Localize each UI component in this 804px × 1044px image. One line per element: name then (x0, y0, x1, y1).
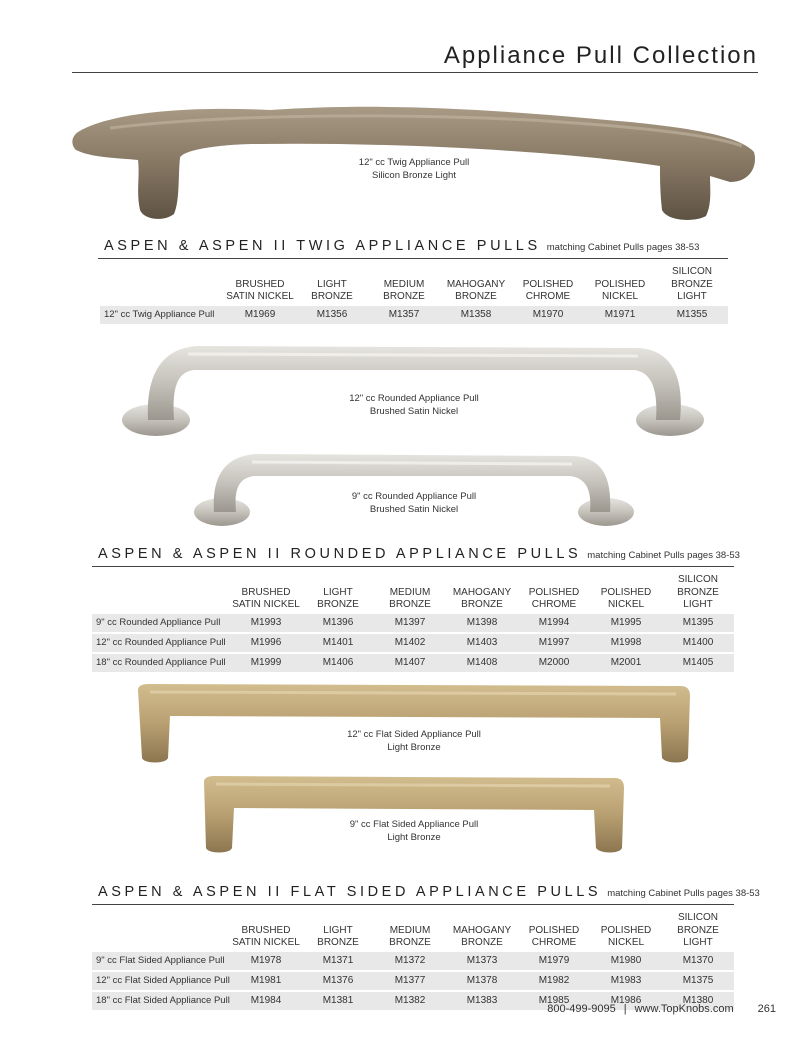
sku-cell: M1994 (518, 614, 590, 632)
sku-cell: M1398 (446, 614, 518, 632)
flat-9-pull-image (202, 776, 626, 856)
sku-cell: M1357 (368, 306, 440, 324)
sku-cell: M1372 (374, 952, 446, 970)
rounded-spec-table (92, 574, 734, 672)
column-header: MAHOGANY BRONZE (446, 278, 506, 302)
section-heading: ASPEN & ASPEN II FLAT SIDED APPLIANCE PULLS matching Cabinet Pulls pages 38-53 (98, 884, 760, 900)
title-rule (72, 72, 758, 73)
sku-cell: M1408 (446, 654, 518, 672)
sku-cell: M1981 (230, 972, 302, 990)
column-header: MEDIUM BRONZE (389, 924, 431, 948)
table-row (100, 306, 728, 324)
column-header: MAHOGANY BRONZE (452, 924, 512, 948)
sku-cell: M1371 (302, 952, 374, 970)
sku-cell: M1383 (446, 992, 518, 1010)
column-header: POLISHED CHROME (528, 924, 580, 948)
section-rule (98, 258, 728, 259)
sku-cell: M1400 (662, 634, 734, 652)
column-header: MAHOGANY BRONZE (452, 586, 512, 610)
sku-cell: M1402 (374, 634, 446, 652)
sku-cell: M2000 (518, 654, 590, 672)
sku-cell: M1997 (518, 634, 590, 652)
row-name: 12" cc Rounded Appliance Pull (92, 634, 230, 652)
table-row (92, 972, 734, 990)
sku-cell: M1355 (656, 306, 728, 324)
website-link[interactable]: www.TopKnobs.com (634, 1003, 734, 1015)
sku-cell: M1970 (512, 306, 584, 324)
table-header-row (92, 912, 734, 952)
sku-cell: M1982 (518, 972, 590, 990)
row-name: 9" cc Flat Sided Appliance Pull (92, 952, 230, 970)
sku-cell: M1979 (518, 952, 590, 970)
column-header: POLISHED CHROME (528, 586, 580, 610)
column-header: MEDIUM BRONZE (383, 278, 425, 302)
column-header: LIGHT BRONZE (317, 924, 359, 948)
sku-cell: M1993 (230, 614, 302, 632)
rounded-9-caption: 9" cc Rounded Appliance Pull Brushed Satin Nickel (351, 491, 477, 515)
phone-number: 800-499-9095 (547, 1003, 616, 1015)
sku-cell: M1405 (662, 654, 734, 672)
table-row (92, 654, 734, 672)
column-header: LIGHT BRONZE (317, 586, 359, 610)
sku-cell: M1996 (230, 634, 302, 652)
flat-12-caption: 12" cc Flat Sided Appliance Pull Light Bronze (347, 729, 481, 753)
section-rule (92, 904, 734, 905)
table-row (92, 614, 734, 632)
row-name: 18" cc Flat Sided Appliance Pull (92, 992, 230, 1010)
row-name: 9" cc Rounded Appliance Pull (92, 614, 230, 632)
sku-cell: M1356 (296, 306, 368, 324)
sku-cell: M1395 (662, 614, 734, 632)
rounded-12-caption: 12" cc Rounded Appliance Pull Brushed Satin Nickel (349, 393, 479, 417)
flat-sided-spec-table (92, 912, 734, 1010)
sku-cell: M1969 (224, 306, 296, 324)
column-header: POLISHED NICKEL (600, 586, 652, 610)
sku-cell: M1999 (230, 654, 302, 672)
sku-cell: M1370 (662, 952, 734, 970)
sku-cell: M1396 (302, 614, 374, 632)
sku-cell: M1998 (590, 634, 662, 652)
twig-caption: 12" cc Twig Appliance Pull Silicon Bronze Light (358, 157, 470, 181)
table-header-row (100, 266, 728, 306)
table-row (92, 634, 734, 652)
row-name: 18" cc Rounded Appliance Pull (92, 654, 230, 672)
sku-cell: M1971 (584, 306, 656, 324)
sku-cell: M1382 (374, 992, 446, 1010)
sku-cell: M1377 (374, 972, 446, 990)
twig-spec-table (100, 266, 728, 324)
column-header: SILICON BRONZE LIGHT (677, 574, 719, 610)
sku-cell: M1403 (446, 634, 518, 652)
sku-cell: M1397 (374, 614, 446, 632)
page-footer (547, 1003, 776, 1015)
sku-cell: M1995 (590, 614, 662, 632)
column-header: SILICON BRONZE LIGHT (671, 266, 713, 302)
sku-cell: M1378 (446, 972, 518, 990)
row-name: 12" cc Twig Appliance Pull (100, 306, 224, 324)
section-rule (92, 566, 734, 567)
sku-cell: M1380 (662, 992, 734, 1010)
matching-note: matching Cabinet Pulls pages 38-53 (587, 550, 740, 561)
footer-separator: | (623, 1003, 627, 1015)
matching-note: matching Cabinet Pulls pages 38-53 (607, 888, 760, 899)
sku-cell: M1983 (590, 972, 662, 990)
sku-cell: M1407 (374, 654, 446, 672)
sku-cell: M2001 (590, 654, 662, 672)
row-name: 12" cc Flat Sided Appliance Pull (92, 972, 230, 990)
sku-cell: M1984 (230, 992, 302, 1010)
column-header: MEDIUM BRONZE (389, 586, 431, 610)
sku-cell: M1358 (440, 306, 512, 324)
column-header: POLISHED CHROME (522, 278, 574, 302)
column-header: POLISHED NICKEL (600, 924, 652, 948)
column-header: SILICON BRONZE LIGHT (677, 912, 719, 948)
matching-note: matching Cabinet Pulls pages 38-53 (546, 242, 700, 253)
sku-cell: M1381 (302, 992, 374, 1010)
table-row (92, 952, 734, 970)
column-header: BRUSHED SATIN NICKEL (226, 278, 294, 302)
section-heading: ASPEN & ASPEN II TWIG APPLIANCE PULLS matching Cabinet Pulls pages 38-53 (104, 238, 700, 254)
sku-cell: M1406 (302, 654, 374, 672)
column-header: LIGHT BRONZE (311, 278, 353, 302)
column-header: BRUSHED SATIN NICKEL (232, 586, 300, 610)
sku-cell: M1376 (302, 972, 374, 990)
sku-cell: M1373 (446, 952, 518, 970)
column-header: BRUSHED SATIN NICKEL (232, 924, 300, 948)
sku-cell: M1986 (590, 992, 662, 1010)
section-heading: ASPEN & ASPEN II ROUNDED APPLIANCE PULLS matching Cabinet Pulls pages 38-53 (98, 546, 740, 562)
sku-cell: M1980 (590, 952, 662, 970)
table-header-row (92, 574, 734, 614)
rounded-12-pull-image (118, 340, 708, 442)
sku-cell: M1401 (302, 634, 374, 652)
column-header: POLISHED NICKEL (594, 278, 646, 302)
page-title: Appliance Pull Collection (443, 42, 758, 69)
sku-cell: M1375 (662, 972, 734, 990)
sku-cell: M1978 (230, 952, 302, 970)
page-number: 261 (757, 1003, 776, 1015)
flat-9-caption: 9" cc Flat Sided Appliance Pull Light Bronze (349, 819, 479, 843)
sku-cell: M1985 (518, 992, 590, 1010)
